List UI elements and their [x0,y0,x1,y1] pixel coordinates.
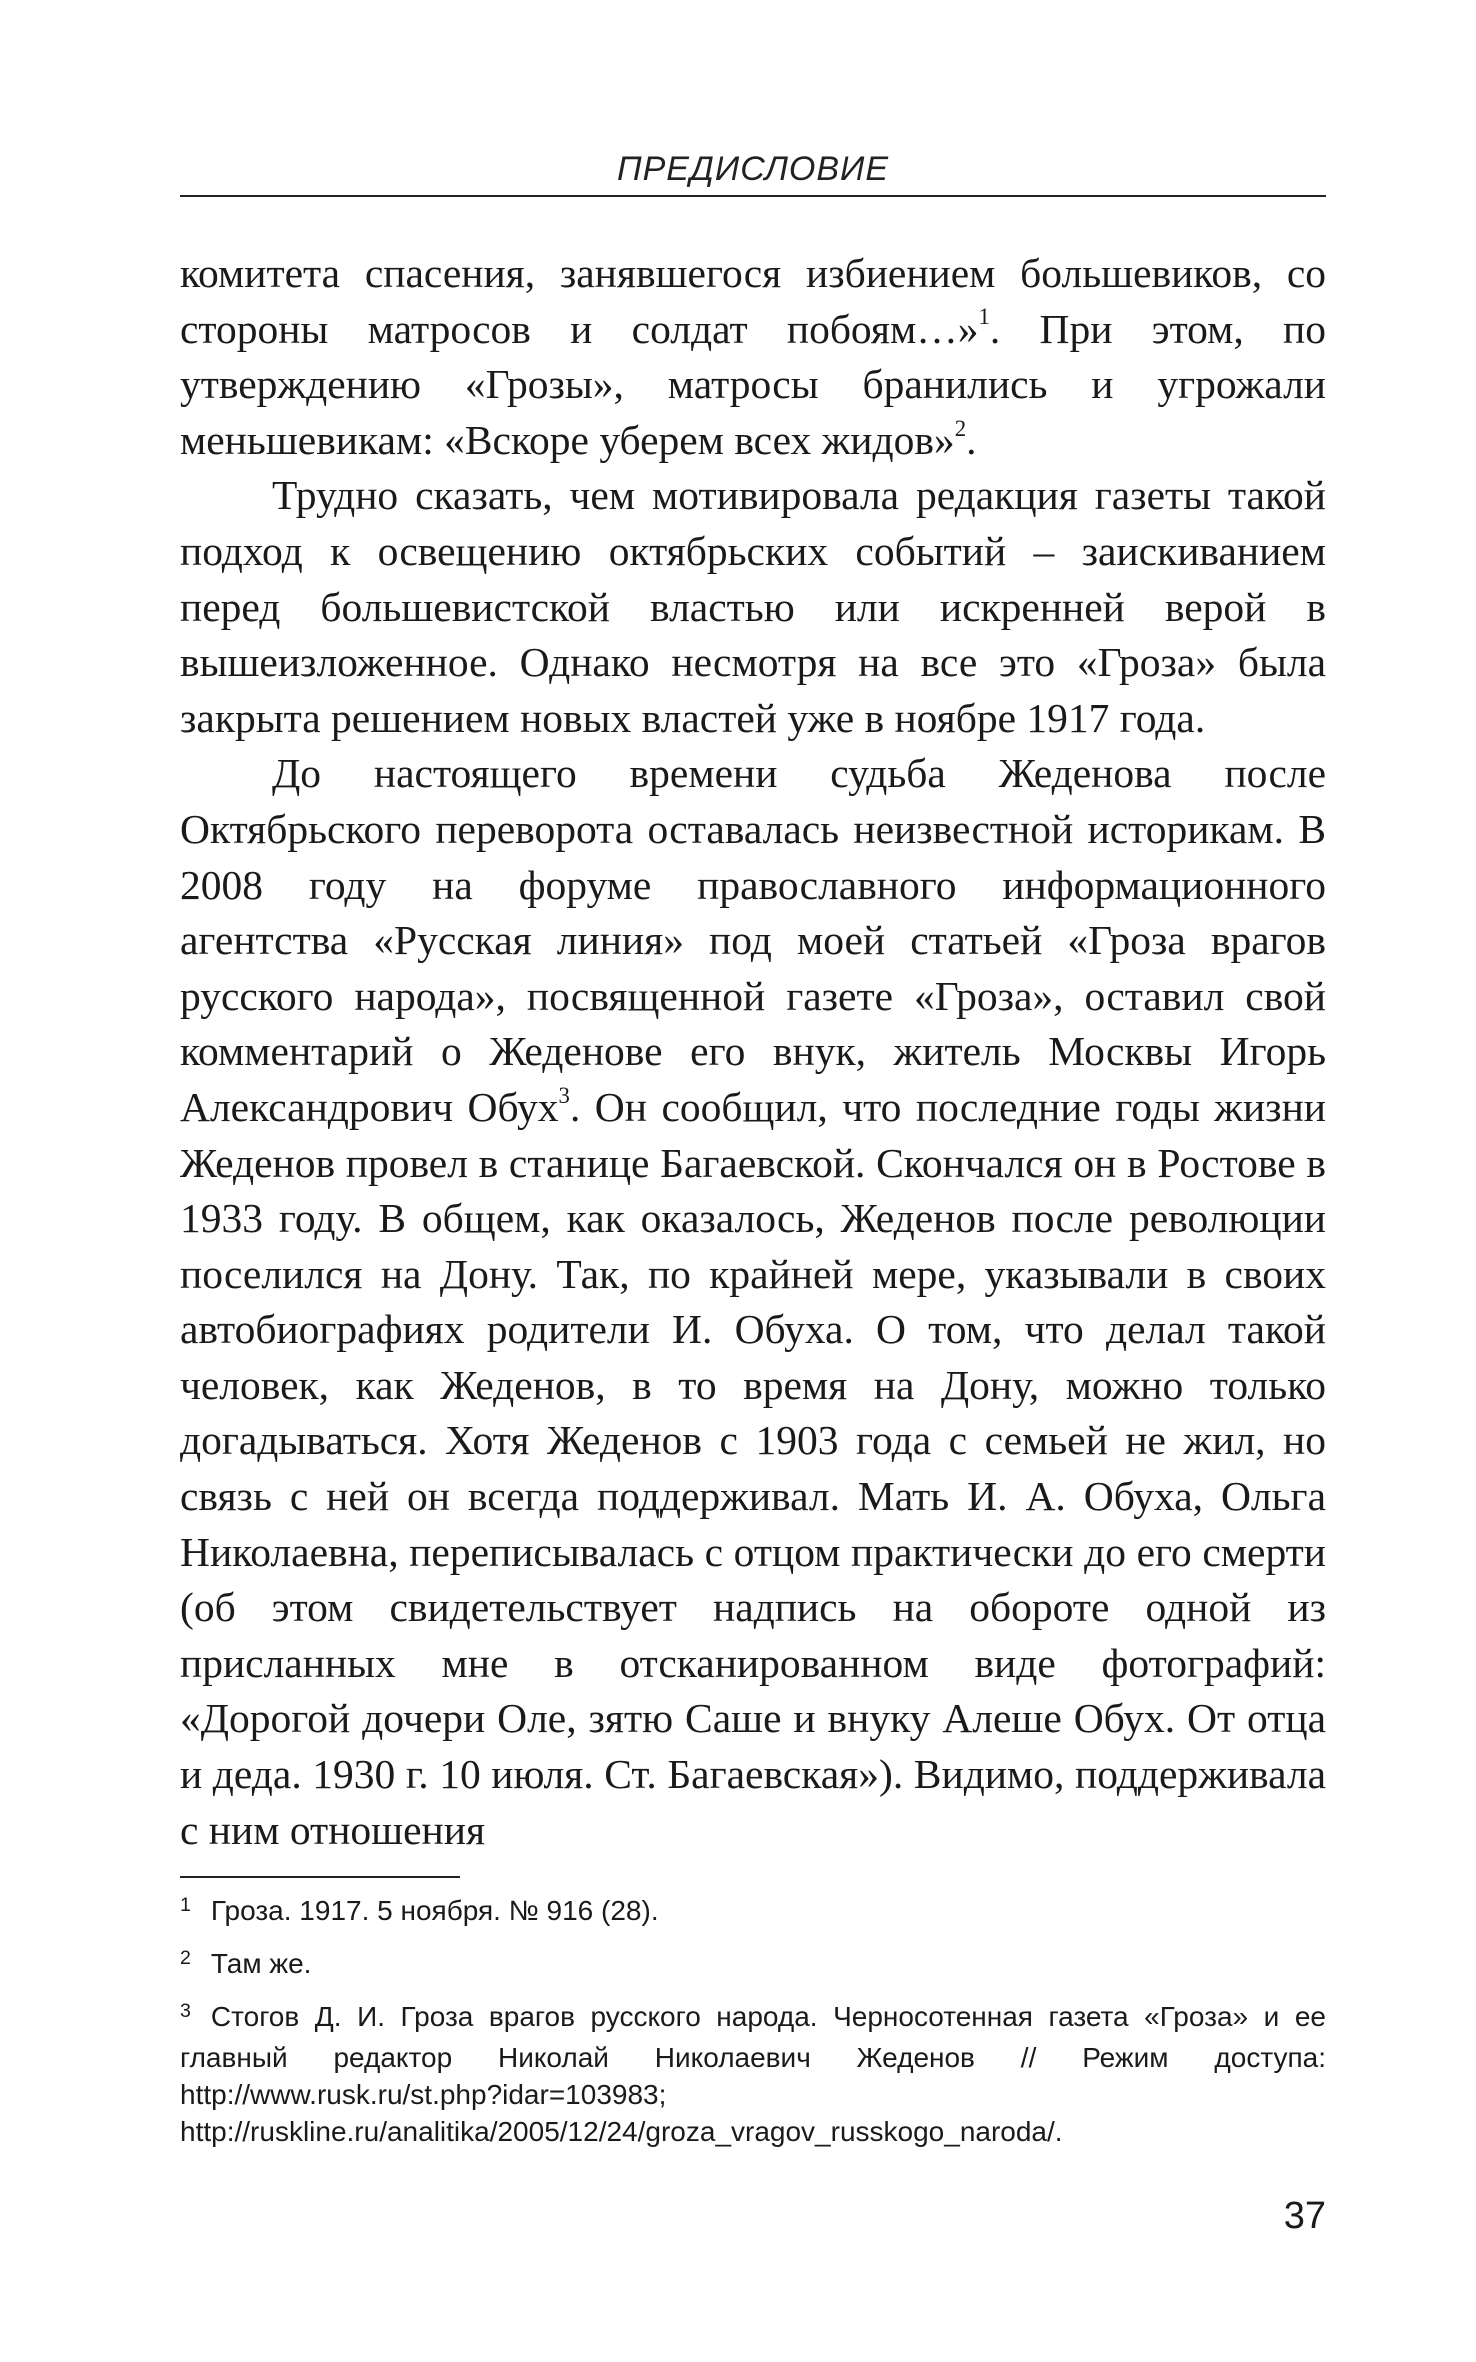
footnote-number: 2 [180,1947,191,1970]
footnote-3 [180,1998,1326,2150]
footnote-ref-2[interactable]: 2 [954,415,967,441]
paragraph-1-part-a: комитета спасения, занявшегося избиением большевиков, со стороны матросов и солдат побоям…» [180,250,1326,352]
page-number: 37 [1283,2195,1326,2237]
running-title: ПРЕДИСЛОВИЕ [616,150,890,188]
footnote-text: Гроза. 1917. 5 ноября. № 916 (28). [210,1895,659,1926]
paragraph-1-part-c: . [966,416,977,463]
paragraph-3-part-b: . Он сообщил, что последние годы жизни Жеденов провел в станице Багаевской. Скончался он в Ростове в 1933 году. В общем, как оказалось, Жеденов после революции поселился на Дону. Так, по крайней мере, указывали в своих автобиографиях родители И. Обуха. О том, что делал такой человек, как Жеденов, в то время на Дону, можно только догадываться. Хотя Жеденов с 1903 года с семьей не жил, но связь с ней он всегда поддерживал. Мать И. А. Обуха, Ольга Николаевна, переписывалась с отцом практически до его смерти (об этом свидетельствует надпись на обороте одной из присланных мне в отсканированном виде фотографий: «Дорогой дочери Оле, зятю Саше и внуку Алеше Обух. От отца и деда. 1930 г. 10 июля. Ст. Багаевская»). Видимо, поддерживала с ним отношения [180,1083,1326,1853]
footnote-2 [180,1945,1326,1986]
footnote-text: Стогов Д. И. Гроза врагов русского народа. Черносотенная газета «Гроза» и ее главный редактор Николай Николаевич Жеденов // Режим доступа: http://www.rusk.ru/st.php?idar=103983; http://ruskline.ru/analitika/2005/12/24/groza_vragov_russkogo_naroda/. [180,2001,1326,2147]
paragraph-1 [180,246,1326,468]
footnote-ref-3[interactable]: 3 [558,1082,570,1108]
paragraph-3 [180,746,1326,1858]
footnote-text: Там же. [210,1948,312,1979]
paragraph-2: Трудно сказать, чем мотивировала редакция газеты такой подход к освещению октябрьских событий – заискиванием перед большевистской властью или искренней верой в вышеизложенное. Однако несмотря на все это «Гроза» была закрыта решением новых властей уже в ноябре 1917 года. [180,472,1326,741]
footnote-number: 1 [180,1894,191,1917]
footnote-1 [180,1892,1326,1933]
footnote-rule [180,1876,460,1878]
paragraph-1-part-b: . При этом, по утверждению «Грозы», матросы бранились и угрожали меньшевикам: «Вскоре уберем всех жидов» [180,305,1326,463]
header-rule [180,195,1326,197]
main-text [180,246,1326,1858]
footnotes [180,1892,1326,2162]
footnote-number: 3 [180,2000,191,2023]
paragraph-3-part-a: До настоящего времени судьба Жеденова после Октябрьского переворота оставалась неизвестной историкам. В 2008 году на форуме православного информационного агентства «Русская линия» под моей статьей «Гроза врагов русского народа», посвященной газете «Гроза», оставил свой комментарий о Жеденове его внук, житель Москвы Игорь Александрович Обух [180,750,1326,1130]
footnote-ref-1[interactable]: 1 [978,304,990,330]
